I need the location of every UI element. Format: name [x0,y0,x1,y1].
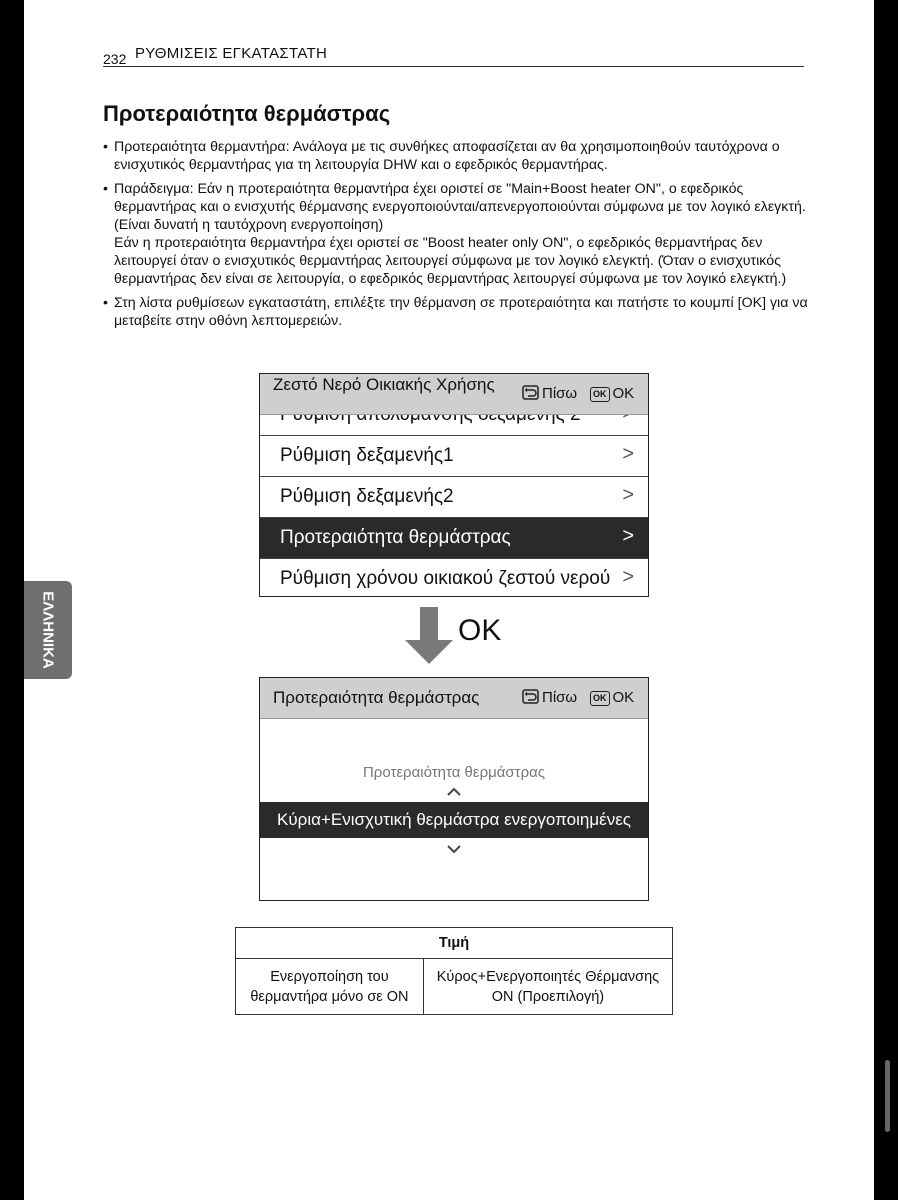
settings-list-screen [259,373,649,597]
screen-title: Προτεραιότητα θερμάστρας [273,688,480,707]
page-header [103,44,804,67]
option-label: Προτεραιότητα θερμάστρας [362,764,546,781]
table-cell: Ενεργοποίηση του θερμαντήρα μόνο σε ON [236,959,424,1015]
chevron-right-icon: > [622,443,634,465]
chevron-down-icon[interactable] [260,841,648,859]
bullet-text: Παράδειγμα: Εάν η προτεραιότητα θερμαντήρα έχει οριστεί σε "Main+Boost heater ON", ο εφεδρικός θερμαντήρας και ο ενισχυτής θέρμανσης ενεργοποιούνται/απενεργοποιούνται σύμφωνα με τον λογικό ελεγκτή. (Είναι δυνατή η ταυτόχρονη ενεργοποίηση) Εάν η προτεραιότητα θερμαντήρα έχει οριστεί σε "Boost heater only ON", ο εφεδρικός θερμαντήρας δεν λειτουργεί όταν ο ενισχυτικός θερμαντήρας λειτουργεί σύμφωνα με τον λογικό ελεγκτή. (Όταν ο ενισχυτικός θερμαντήρας δεν είναι σε λειτουργία, ο εφεδρικός θερμαντήρας λειτουργεί σύμφωνα με τον λογικό ελεγκτή.) [114,181,806,287]
menu-item-tank1-setting[interactable]: Ρύθμιση δεξαμενής1 > [260,435,648,476]
manual-page [24,0,874,1200]
language-side-tab [24,581,72,679]
ok-label: OK [612,689,635,706]
ok-label: OK [612,385,635,402]
menu-list [260,394,648,597]
table-header: Τιμή [236,928,673,959]
table-header-row [236,928,673,959]
bullet-item [103,294,823,330]
screen-title: Ζεστό Νερό Οικιακής Χρήσης [273,375,495,394]
back-button[interactable] [522,385,577,402]
screen-header [260,678,648,719]
page-title: Προτεραιότητα θερμάστρας [103,101,391,126]
page-number: 232 [103,51,127,67]
bullet-list [103,138,823,336]
selected-value[interactable]: Κύρια+Ενισχυτική θερμάστρα ενεργοποιημένες [260,802,648,838]
ok-key-icon: OK [590,387,610,402]
ok-button[interactable] [590,689,634,706]
down-arrow-icon [405,607,453,664]
chevron-right-icon: > [622,484,634,506]
scrollbar[interactable] [885,1060,890,1132]
bullet-dot: • [103,295,108,311]
section-title: ΡΥΘΜΙΣΕΙΣ ΕΓΚΑΤΑΣΤΑΤΗ [135,45,328,62]
back-label: Πίσω [542,689,578,706]
bullet-text: Στη λίστα ρυθμίσεων εγκαταστάτη, επιλέξτε την θέρμανση σε προτεραιότητα και πατήστε το κουμπί [OK] για να μεταβείτε στην οθόνη λεπτομερειών. [114,295,808,329]
table-row [236,959,673,1015]
transition-ok-label: OK [458,614,502,647]
bullet-dot: • [103,139,108,155]
table-cell: Κύρος+Ενεργοποιητές Θέρμανσης ON (Προεπιλογή) [423,959,672,1015]
bullet-text: Προτεραιότητα θερμαντήρα: Ανάλογα με τις συνθήκες αποφασίζεται αν θα χρησιμοποιηθούν ταυτόχρονα ο ενισχυτικός θερμαντήρας για τη λειτουργία DHW και ο εφεδρικός θερμαντήρας. [114,139,780,173]
back-label: Πίσω [542,385,578,402]
menu-item-dhw-time[interactable]: Ρύθμιση χρόνου οικιακού ζεστού νερού > [260,558,648,597]
chevron-right-icon: > [622,566,634,588]
bullet-item [103,138,823,174]
ok-key-icon: OK [590,691,610,706]
chevron-right-icon: > [622,525,634,547]
heater-priority-screen [259,677,649,901]
bullet-dot: • [103,181,108,197]
chevron-up-icon[interactable] [260,784,648,802]
value-table [235,927,673,1015]
screen-header [260,374,648,415]
ok-button[interactable] [590,385,634,402]
language-tab-label: ΕΛΛΗΝΙΚΑ [39,591,57,669]
back-button[interactable] [522,689,577,706]
back-arrow-icon [522,385,539,400]
menu-item-heater-priority[interactable]: Προτεραιότητα θερμάστρας > [260,517,648,558]
menu-item-tank2-setting[interactable]: Ρύθμιση δεξαμενής2 > [260,476,648,517]
back-arrow-icon [522,689,539,704]
bullet-item [103,180,823,288]
